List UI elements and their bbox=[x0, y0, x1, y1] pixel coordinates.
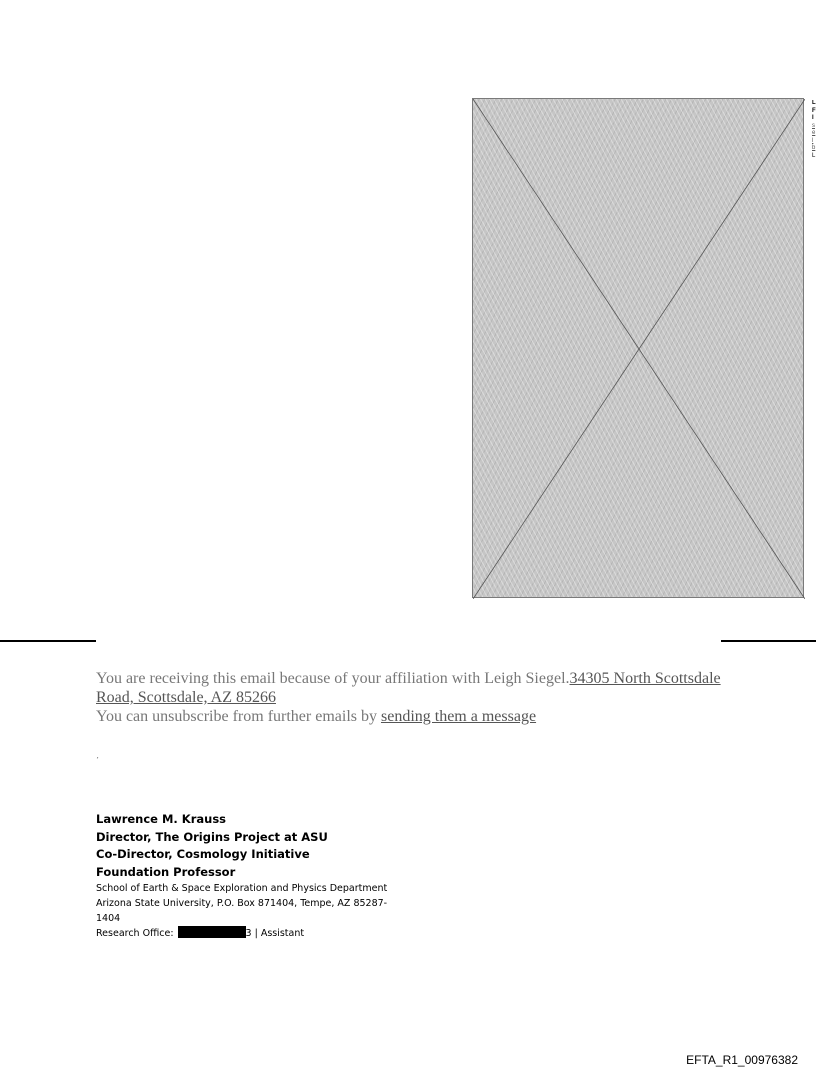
stray-mark: ˏ bbox=[96, 750, 99, 759]
email-footer bbox=[96, 669, 736, 726]
unsubscribe-link[interactable]: sending them a message bbox=[380, 708, 537, 725]
research-office-suffix: 3 | Assistant bbox=[245, 928, 305, 939]
divider-left bbox=[0, 640, 96, 642]
side-text-line: F bbox=[812, 107, 816, 114]
document-id: EFTA_R1_00976382 bbox=[686, 1053, 798, 1067]
unsubscribe-text: You can unsubscribe from further emails by bbox=[96, 708, 381, 725]
side-text-line: b bbox=[812, 145, 816, 151]
signature-title: Director, The Origins Project at ASU bbox=[96, 829, 328, 844]
side-text-line: L bbox=[812, 100, 816, 106]
divider-right bbox=[721, 640, 816, 642]
side-text-line: l bbox=[812, 137, 814, 144]
signature-address: Arizona State University, P.O. Box 871404, Tempe, AZ 85287-1404 bbox=[96, 898, 388, 924]
side-text-line: s bbox=[812, 122, 815, 129]
affiliation-line bbox=[96, 669, 736, 707]
image-cross-icon bbox=[473, 99, 805, 599]
clipped-side-text bbox=[812, 100, 816, 160]
redaction-bar bbox=[178, 926, 246, 938]
signature-phone-line bbox=[96, 926, 396, 941]
broken-image-placeholder bbox=[472, 98, 804, 598]
side-text-line: I bbox=[812, 115, 814, 121]
signature-department: School of Earth & Space Exploration and Physics Department bbox=[96, 883, 388, 894]
signature-title: Co-Director, Cosmology Initiative bbox=[96, 847, 310, 861]
affiliation-text: You are receiving this email because of your affiliation with Leigh Siegel. bbox=[96, 670, 570, 687]
address-link[interactable]: 34305 North Scottsdale Road, Scottsdale, AZ 85266 bbox=[96, 670, 721, 706]
unsubscribe-line bbox=[96, 707, 736, 726]
side-text-line: e bbox=[812, 130, 816, 136]
side-text-line: L bbox=[812, 152, 816, 159]
signature-name: Lawrence M. Krauss bbox=[96, 812, 227, 826]
research-office-label: Research Office: bbox=[96, 928, 174, 939]
signature-title: Foundation Professor bbox=[96, 864, 236, 879]
email-signature bbox=[96, 811, 396, 941]
